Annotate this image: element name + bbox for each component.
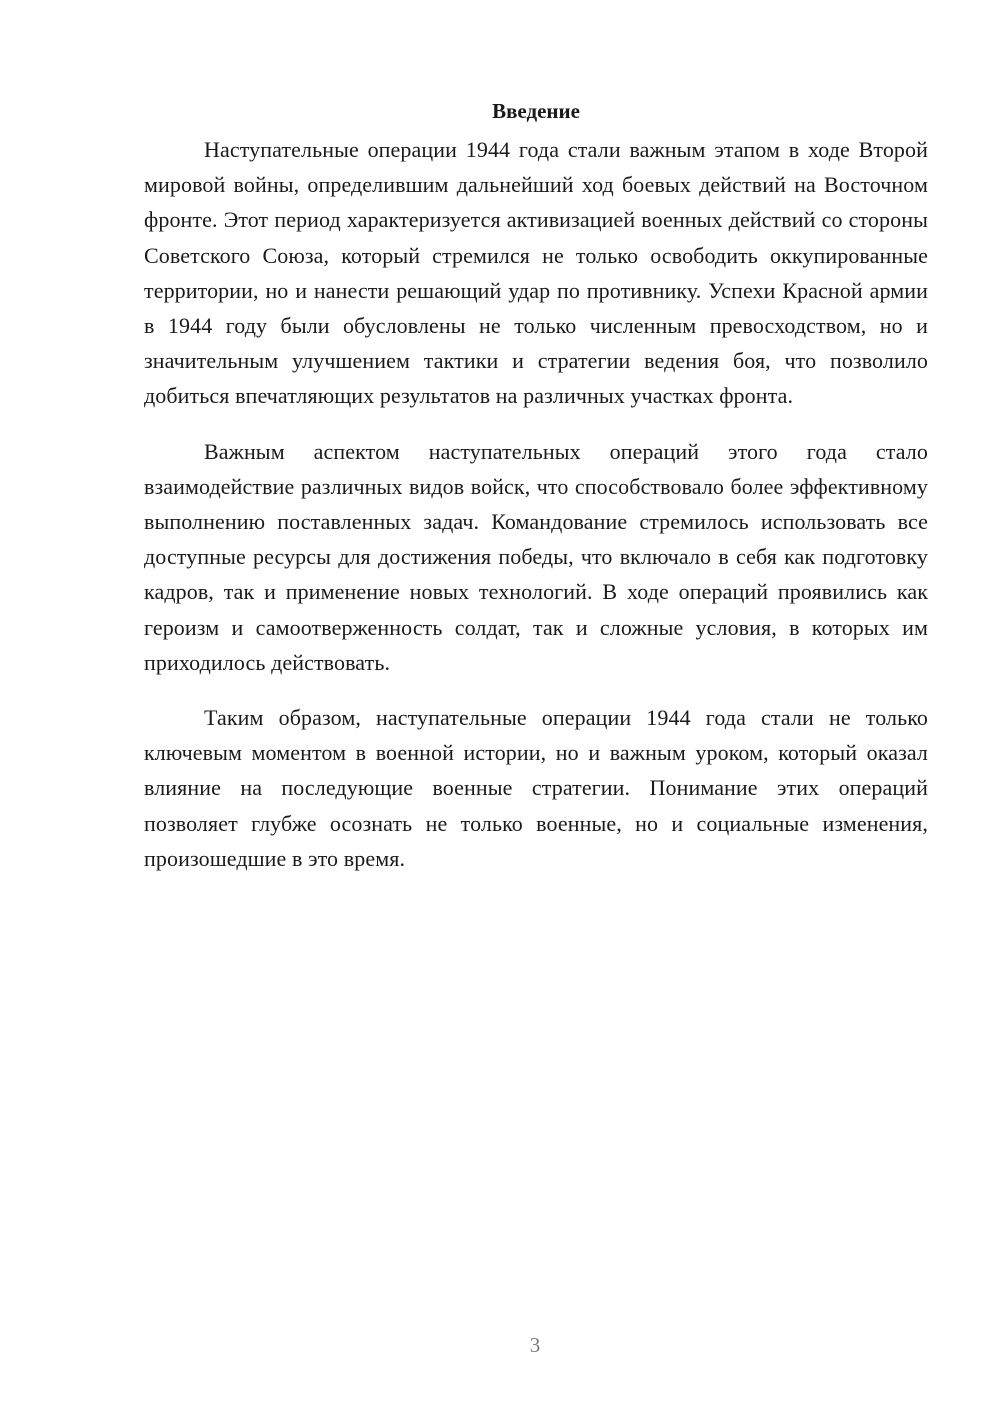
section-title: Введение xyxy=(492,99,580,123)
paragraph-2: Важным аспектом наступательных операций этого года стало взаимодействие различных видов войск, что способствовало более эффективному выполнению поставленных задач. Командование стремилось использовать все доступные ресурсы для достижения победы, что включало в себя как подготовку кадров, так и применение новых технологий. В ходе операций проявились как героизм и самоотверженность солдат, так и сложные условия, в которых им приходилось действовать. xyxy=(144,438,928,675)
paragraph-3: Таким образом, наступательные операции 1944 года стали не только ключевым моментом в военной истории, но и важным уроком, который оказал влияние на последующие военные стратегии. Понимание этих операций позволяет глубже осознать не только военные, но и социальные изменения, произошедшие в это время. xyxy=(144,705,928,871)
page-content xyxy=(144,94,928,896)
paragraph-1: Наступательные операции 1944 года стали важным этапом в ходе Второй мировой войны, определившим дальнейший ход боевых действий на Восточном фронте. Этот период характеризуется активизацией военных действий со стороны Советского Союза, который стремился не только освободить оккупированные территории, но и нанести решающий удар по противнику. Успехи Красной армии в 1944 году были обусловлены не только численным превосходством, но и значительным улучшением тактики и стратегии ведения боя, что позволило добиться впечатляющих результатов на различных участках фронта. xyxy=(144,137,928,409)
page-number: 3 xyxy=(529,1333,541,1357)
